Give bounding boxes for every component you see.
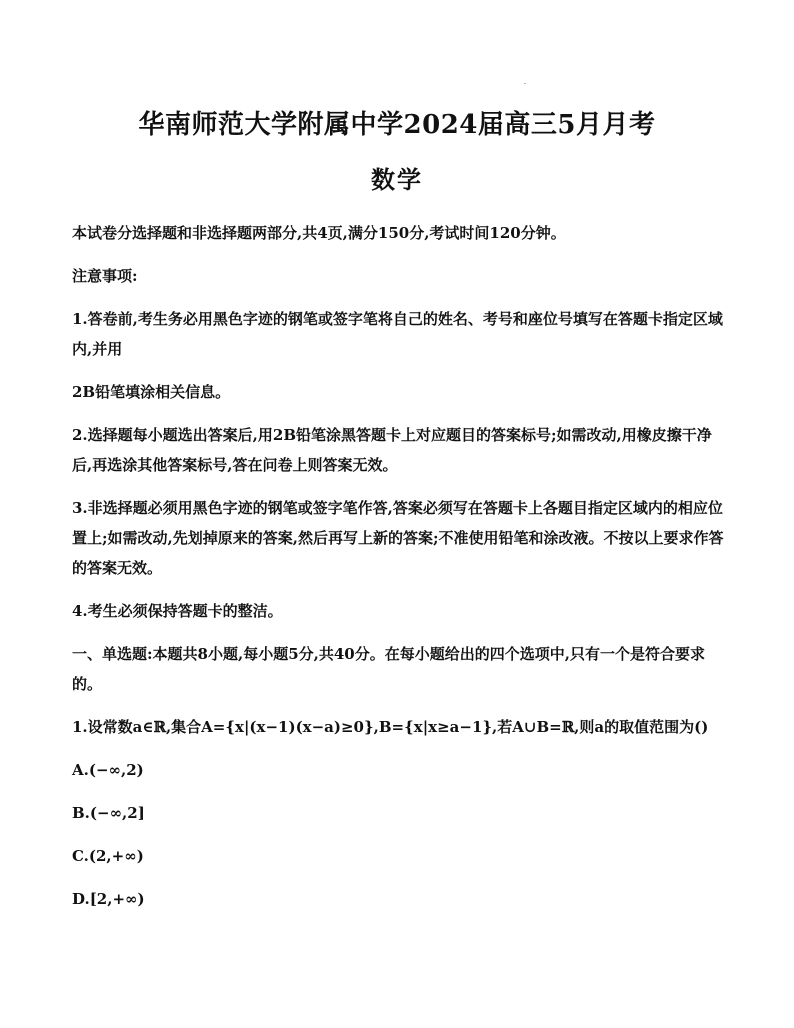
exam-title: 华南师范大学附属中学2024届高三5月月考 [138,110,656,140]
question-1-option-b: B.(−∞,2] [72,804,145,822]
question-1-option-c: C.(2,+∞) [72,847,144,865]
notice-heading: 注意事项: [72,267,138,285]
exam-body [72,218,726,927]
notice-item-2: 2.选择题每小题选出答案后,用2B铅笔涂黑答题卡上对应题目的答案标号;如需改动,用橡皮擦干净后,再选涂其他答案标号,答在问卷上则答案无效。 [72,426,712,474]
question-1-stem: 1.设常数a∈ℝ,集合A={x|(x−1)(x−a)≥0},B={x|x≥a−1},若A∪B=ℝ,则a的取值范围为() [72,718,709,736]
section-heading-single-choice: 一、单选题:本题共8小题,每小题5分,共40分。在每小题给出的四个选项中,只有一个是符合要求的。 [72,645,705,693]
question-1-option-d: D.[2,+∞) [72,890,145,908]
notice-item-1-continued: 2B铅笔填涂相关信息。 [72,383,231,401]
scan-speck [524,83,526,84]
subject-title: 数学 [371,165,423,194]
exam-summary: 本试卷分选择题和非选择题两部分,共4页,满分150分,考试时间120分钟。 [72,224,566,242]
notice-item-4: 4.考生必须保持答题卡的整洁。 [72,602,283,620]
notice-item-3: 3.非选择题必须用黑色字迹的钢笔或签字笔作答,答案必须写在答题卡上各题目指定区域内的相应位置上;如需改动,先划掉原来的答案,然后再写上新的答案;不准使用铅笔和涂改液。不按以上要求作答的答案无效。 [72,499,724,577]
question-1-option-a: A.(−∞,2) [72,761,144,779]
notice-item-1: 1.答卷前,考生务必用黑色字迹的钢笔或签字笔将自己的姓名、考号和座位号填写在答题卡指定区域内,并用 [72,310,723,358]
